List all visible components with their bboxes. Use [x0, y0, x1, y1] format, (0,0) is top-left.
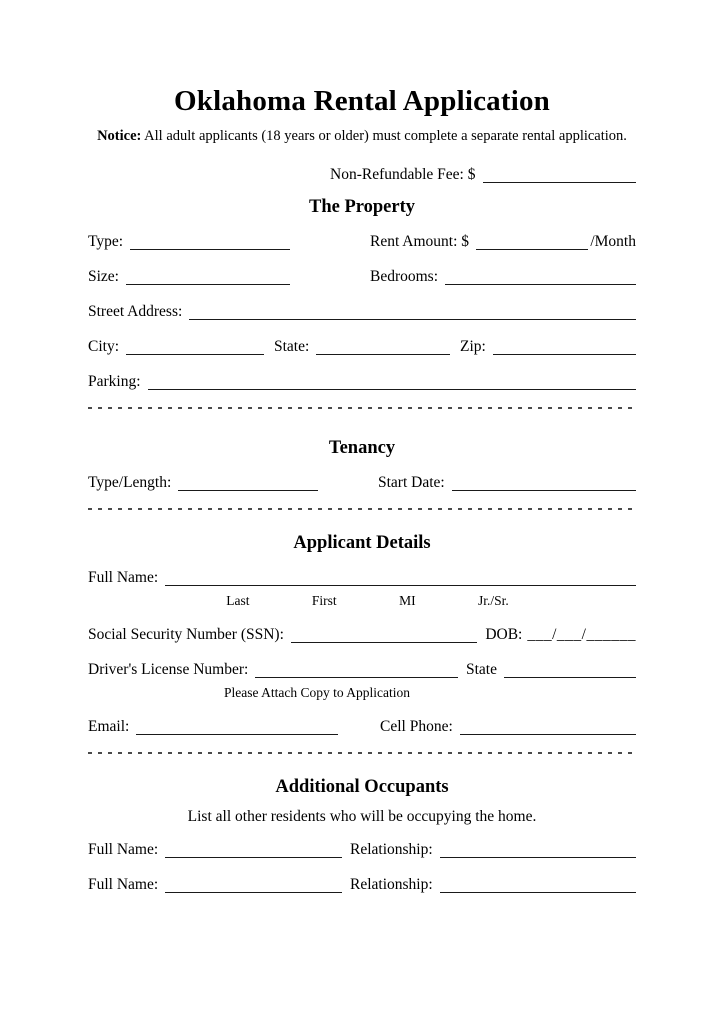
- name-part-first: First: [311, 593, 337, 609]
- occupant-row-2: [88, 875, 636, 894]
- ssn-blank-line: [291, 628, 477, 643]
- occupant-2-full-name-field: [88, 875, 350, 894]
- non-refundable-fee-row: [330, 165, 636, 184]
- full-name-blank-line: [165, 571, 636, 586]
- property-type-field: [88, 232, 370, 251]
- city-state-zip-row: [88, 337, 636, 356]
- section-heading-property: The Property: [308, 196, 415, 217]
- start-date-label: Start Date:: [378, 474, 445, 492]
- dashed-divider: [88, 752, 636, 754]
- relationship-label: Relationship:: [350, 875, 433, 893]
- rent-amount-suffix: /Month: [590, 233, 636, 251]
- ssn-label: Social Security Number (SSN):: [88, 626, 284, 644]
- dob-blank-fields: ___/___/______: [527, 626, 636, 644]
- dob-label: DOB:: [485, 626, 523, 644]
- name-parts-labels: [195, 593, 540, 609]
- name-part-jrsr: Jr./Sr.: [477, 593, 509, 609]
- email-blank-line: [136, 720, 338, 735]
- drivers-license-blank-line: [255, 663, 458, 678]
- occupant-2-relationship-blank-line: [440, 878, 636, 893]
- city-blank-line: [126, 340, 264, 355]
- start-date-blank-line: [452, 476, 636, 491]
- notice-line: [88, 128, 636, 145]
- state-label: State:: [274, 338, 310, 356]
- bedrooms-label: Bedrooms:: [370, 268, 439, 286]
- start-date-field: [378, 473, 636, 492]
- rent-amount-blank-line: [476, 235, 588, 250]
- notice-label: Notice:: [97, 128, 142, 145]
- zip-label: Zip:: [460, 338, 486, 356]
- occupant-2-relationship-field: [350, 875, 636, 894]
- drivers-license-row: [88, 660, 636, 679]
- tenancy-row: [88, 473, 636, 492]
- occupant-1-relationship-blank-line: [440, 843, 636, 858]
- parking-row: [88, 372, 636, 391]
- section-heading-tenancy: Tenancy: [328, 438, 396, 459]
- section-heading-applicant: Applicant Details: [293, 533, 431, 554]
- section-heading-occupants: Additional Occupants: [275, 777, 449, 798]
- type-label: Type:: [88, 233, 124, 251]
- cell-phone-field: [380, 717, 636, 736]
- property-type-rent-row: [88, 232, 636, 251]
- street-address-row: [88, 302, 636, 321]
- cell-phone-blank-line: [460, 720, 636, 735]
- property-size-bedrooms-row: [88, 267, 636, 286]
- license-state-blank-line: [504, 663, 636, 678]
- occupants-subtitle: List all other residents who will be occupying the home.: [187, 807, 537, 825]
- zip-field: [460, 337, 636, 356]
- full-name-label: Full Name:: [88, 569, 159, 587]
- state-field: [274, 337, 450, 356]
- occupant-full-name-label: Full Name:: [88, 875, 159, 893]
- license-state-label: State: [466, 661, 497, 679]
- street-address-blank-line: [189, 305, 636, 320]
- size-label: Size:: [88, 268, 119, 286]
- occupant-1-relationship-field: [350, 840, 636, 859]
- street-address-label: Street Address:: [88, 303, 183, 321]
- email-label: Email:: [88, 718, 130, 736]
- fee-blank-line: [483, 168, 637, 183]
- rent-amount-label: Rent Amount: $: [370, 233, 470, 251]
- applicant-full-name-row: [88, 568, 636, 587]
- drivers-license-label: Driver's License Number:: [88, 661, 249, 679]
- name-part-mi: MI: [399, 593, 416, 609]
- fee-label: Non-Refundable Fee: $: [330, 165, 476, 183]
- occupant-1-name-blank-line: [165, 843, 342, 858]
- state-blank-line: [316, 340, 450, 355]
- type-blank-line: [130, 235, 290, 250]
- occupant-1-full-name-field: [88, 840, 350, 859]
- email-cell-row: [88, 717, 636, 736]
- size-blank-line: [126, 270, 290, 285]
- ssn-dob-row: [88, 625, 636, 644]
- attach-copy-note: Please Attach Copy to Application: [224, 685, 410, 701]
- rent-amount-field: [370, 232, 636, 251]
- cell-phone-label: Cell Phone:: [380, 718, 453, 736]
- zip-blank-line: [493, 340, 636, 355]
- occupant-full-name-label: Full Name:: [88, 840, 159, 858]
- property-size-field: [88, 267, 370, 286]
- page-title: Oklahoma Rental Application: [173, 85, 550, 117]
- dashed-divider: [88, 508, 636, 510]
- parking-label: Parking:: [88, 373, 141, 391]
- tenancy-type-length-field: [88, 473, 378, 492]
- parking-blank-line: [148, 375, 636, 390]
- relationship-label: Relationship:: [350, 840, 433, 858]
- occupant-2-name-blank-line: [165, 878, 342, 893]
- dashed-divider: [88, 407, 636, 409]
- city-label: City:: [88, 338, 120, 356]
- city-field: [88, 337, 264, 356]
- occupant-row-1: [88, 840, 636, 859]
- bedrooms-blank-line: [445, 270, 636, 285]
- bedrooms-field: [370, 267, 636, 286]
- notice-text: All adult applicants (18 years or older) must complete a separate rental application.: [141, 128, 627, 145]
- type-length-blank-line: [178, 476, 318, 491]
- name-part-last: Last: [226, 593, 250, 609]
- email-field: [88, 717, 380, 736]
- type-length-label: Type/Length:: [88, 474, 172, 492]
